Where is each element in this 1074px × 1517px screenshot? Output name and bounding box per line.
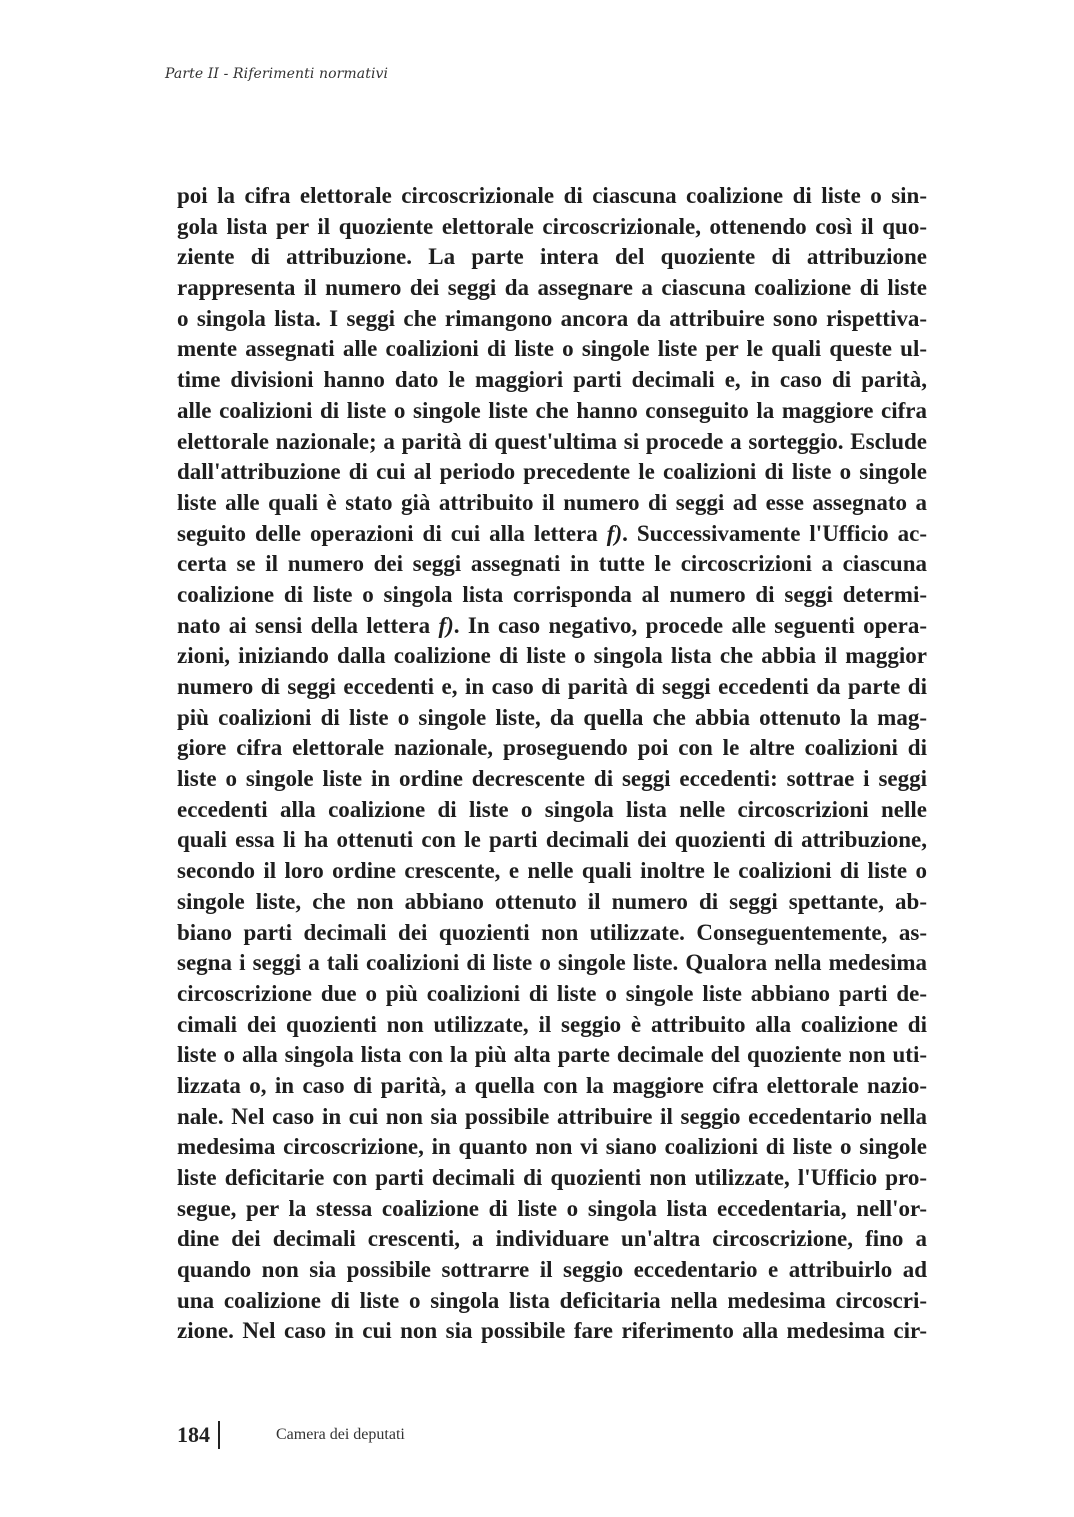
- text-line: una coalizione di liste o singola lista deficitaria nella medesima circoscri-: [177, 1287, 927, 1313]
- text-line: rappresenta il numero dei seggi da assegnare a ciascuna coalizione di liste: [177, 275, 927, 301]
- text-line: biano parti decimali dei quozienti non utilizzate. Conseguentemente, as-: [177, 919, 927, 945]
- text-line: più coalizioni di liste o singole liste, da quella che abbia ottenuto la mag-: [177, 704, 927, 730]
- text-line: dall'attribuzione di cui al periodo precedente le coalizioni di liste o singole: [177, 459, 927, 485]
- text-line: seguito delle operazioni di cui alla lettera f). Successivamente l'Ufficio ac-: [177, 520, 927, 546]
- text-line: poi la cifra elettorale circoscrizionale di ciascuna coalizione di liste o sin-: [177, 183, 927, 208]
- page-footer: [177, 1418, 405, 1452]
- text-line: liste o singole liste in ordine decrescente di seggi eccedenti: sottrae i seggi: [177, 766, 927, 792]
- text-line: certa se il numero dei seggi assegnati in tutte le circoscrizioni a ciascuna: [177, 551, 927, 577]
- text-line: secondo il loro ordine crescente, e nelle quali inoltre le coalizioni di liste o: [177, 858, 927, 884]
- text-line: singole liste, che non abbiano ottenuto il numero di seggi spettante, ab-: [177, 888, 927, 914]
- text-line: liste alle quali è stato già attribuito il numero di seggi ad esse assegnato a: [177, 489, 927, 515]
- text-line: gola lista per il quoziente elettorale circoscrizionale, ottenendo così il quo-: [177, 213, 927, 239]
- text-line: eccedenti alla coalizione di liste o singola lista nelle circoscrizioni nelle: [177, 796, 927, 822]
- text-line: liste deficitarie con parti decimali di quozienti non utilizzate, l'Ufficio pro-: [177, 1165, 927, 1190]
- text-line: giore cifra elettorale nazionale, proseguendo poi con le altre coalizioni di: [177, 735, 927, 761]
- publisher-name: Camera dei deputati: [276, 1426, 405, 1443]
- footer-divider: [218, 1421, 220, 1449]
- text-line: nale. Nel caso in cui non sia possibile attribuire il seggio eccedentario nella: [177, 1103, 927, 1129]
- text-line: elettorale nazionale; a parità di quest'ultima si procede a sorteggio. Esclude: [177, 428, 927, 454]
- text-line: alle coalizioni di liste o singole liste che hanno conseguito la maggiore cifra: [177, 397, 927, 423]
- text-line: segna i seggi a tali coalizioni di liste o singole liste. Qualora nella medesima: [177, 950, 927, 976]
- text-line: zione. Nel caso in cui non sia possibile fare riferimento alla medesima cir-: [177, 1318, 927, 1344]
- text-line: segue, per la stessa coalizione di liste o singola lista eccedentaria, nell'or-: [177, 1195, 927, 1221]
- text-line: circoscrizione due o più coalizioni di liste o singole liste abbiano parti de-: [177, 980, 927, 1006]
- page-number: 184: [177, 1422, 210, 1447]
- text-line: lizzata o, in caso di parità, a quella con la maggiore cifra elettorale nazio-: [177, 1072, 927, 1098]
- text-line: quali essa li ha ottenuti con le parti decimali dei quozienti di attribuzione,: [177, 827, 927, 853]
- text-line: cimali dei quozienti non utilizzate, il seggio è attribuito alla coalizione di: [177, 1011, 927, 1037]
- text-line: nato ai sensi della lettera f). In caso negativo, procede alle seguenti opera-: [177, 612, 927, 638]
- text-line: coalizione di liste o singola lista corrisponda al numero di seggi determi-: [177, 581, 927, 607]
- text-line: mente assegnati alle coalizioni di liste o singole liste per le quali queste ul-: [177, 336, 927, 362]
- text-line: numero di seggi eccedenti e, in caso di parità di seggi eccedenti da parte di: [177, 674, 927, 699]
- text-line: medesima circoscrizione, in quanto non vi siano coalizioni di liste o singole: [177, 1134, 927, 1160]
- text-line: ziente di attribuzione. La parte intera del quoziente di attribuzione: [177, 244, 927, 270]
- text-line: o singola lista. I seggi che rimangono ancora da attribuire sono rispettiva-: [177, 305, 927, 331]
- text-line: liste o alla singola lista con la più alta parte decimale del quoziente non uti-: [177, 1042, 927, 1068]
- text-line: quando non sia possibile sottrarre il seggio eccedentario e attribuirlo ad: [177, 1257, 927, 1283]
- text-line: time divisioni hanno dato le maggiori parti decimali e, in caso di parità,: [177, 367, 927, 393]
- running-header: Parte II - Riferimenti normativi: [165, 66, 389, 82]
- body-text: [177, 181, 927, 1347]
- text-line: dine dei decimali crescenti, a individuare un'altra circoscrizione, fino a: [177, 1226, 927, 1252]
- text-line: zioni, iniziando dalla coalizione di liste o singola lista che abbia il maggior: [177, 643, 927, 669]
